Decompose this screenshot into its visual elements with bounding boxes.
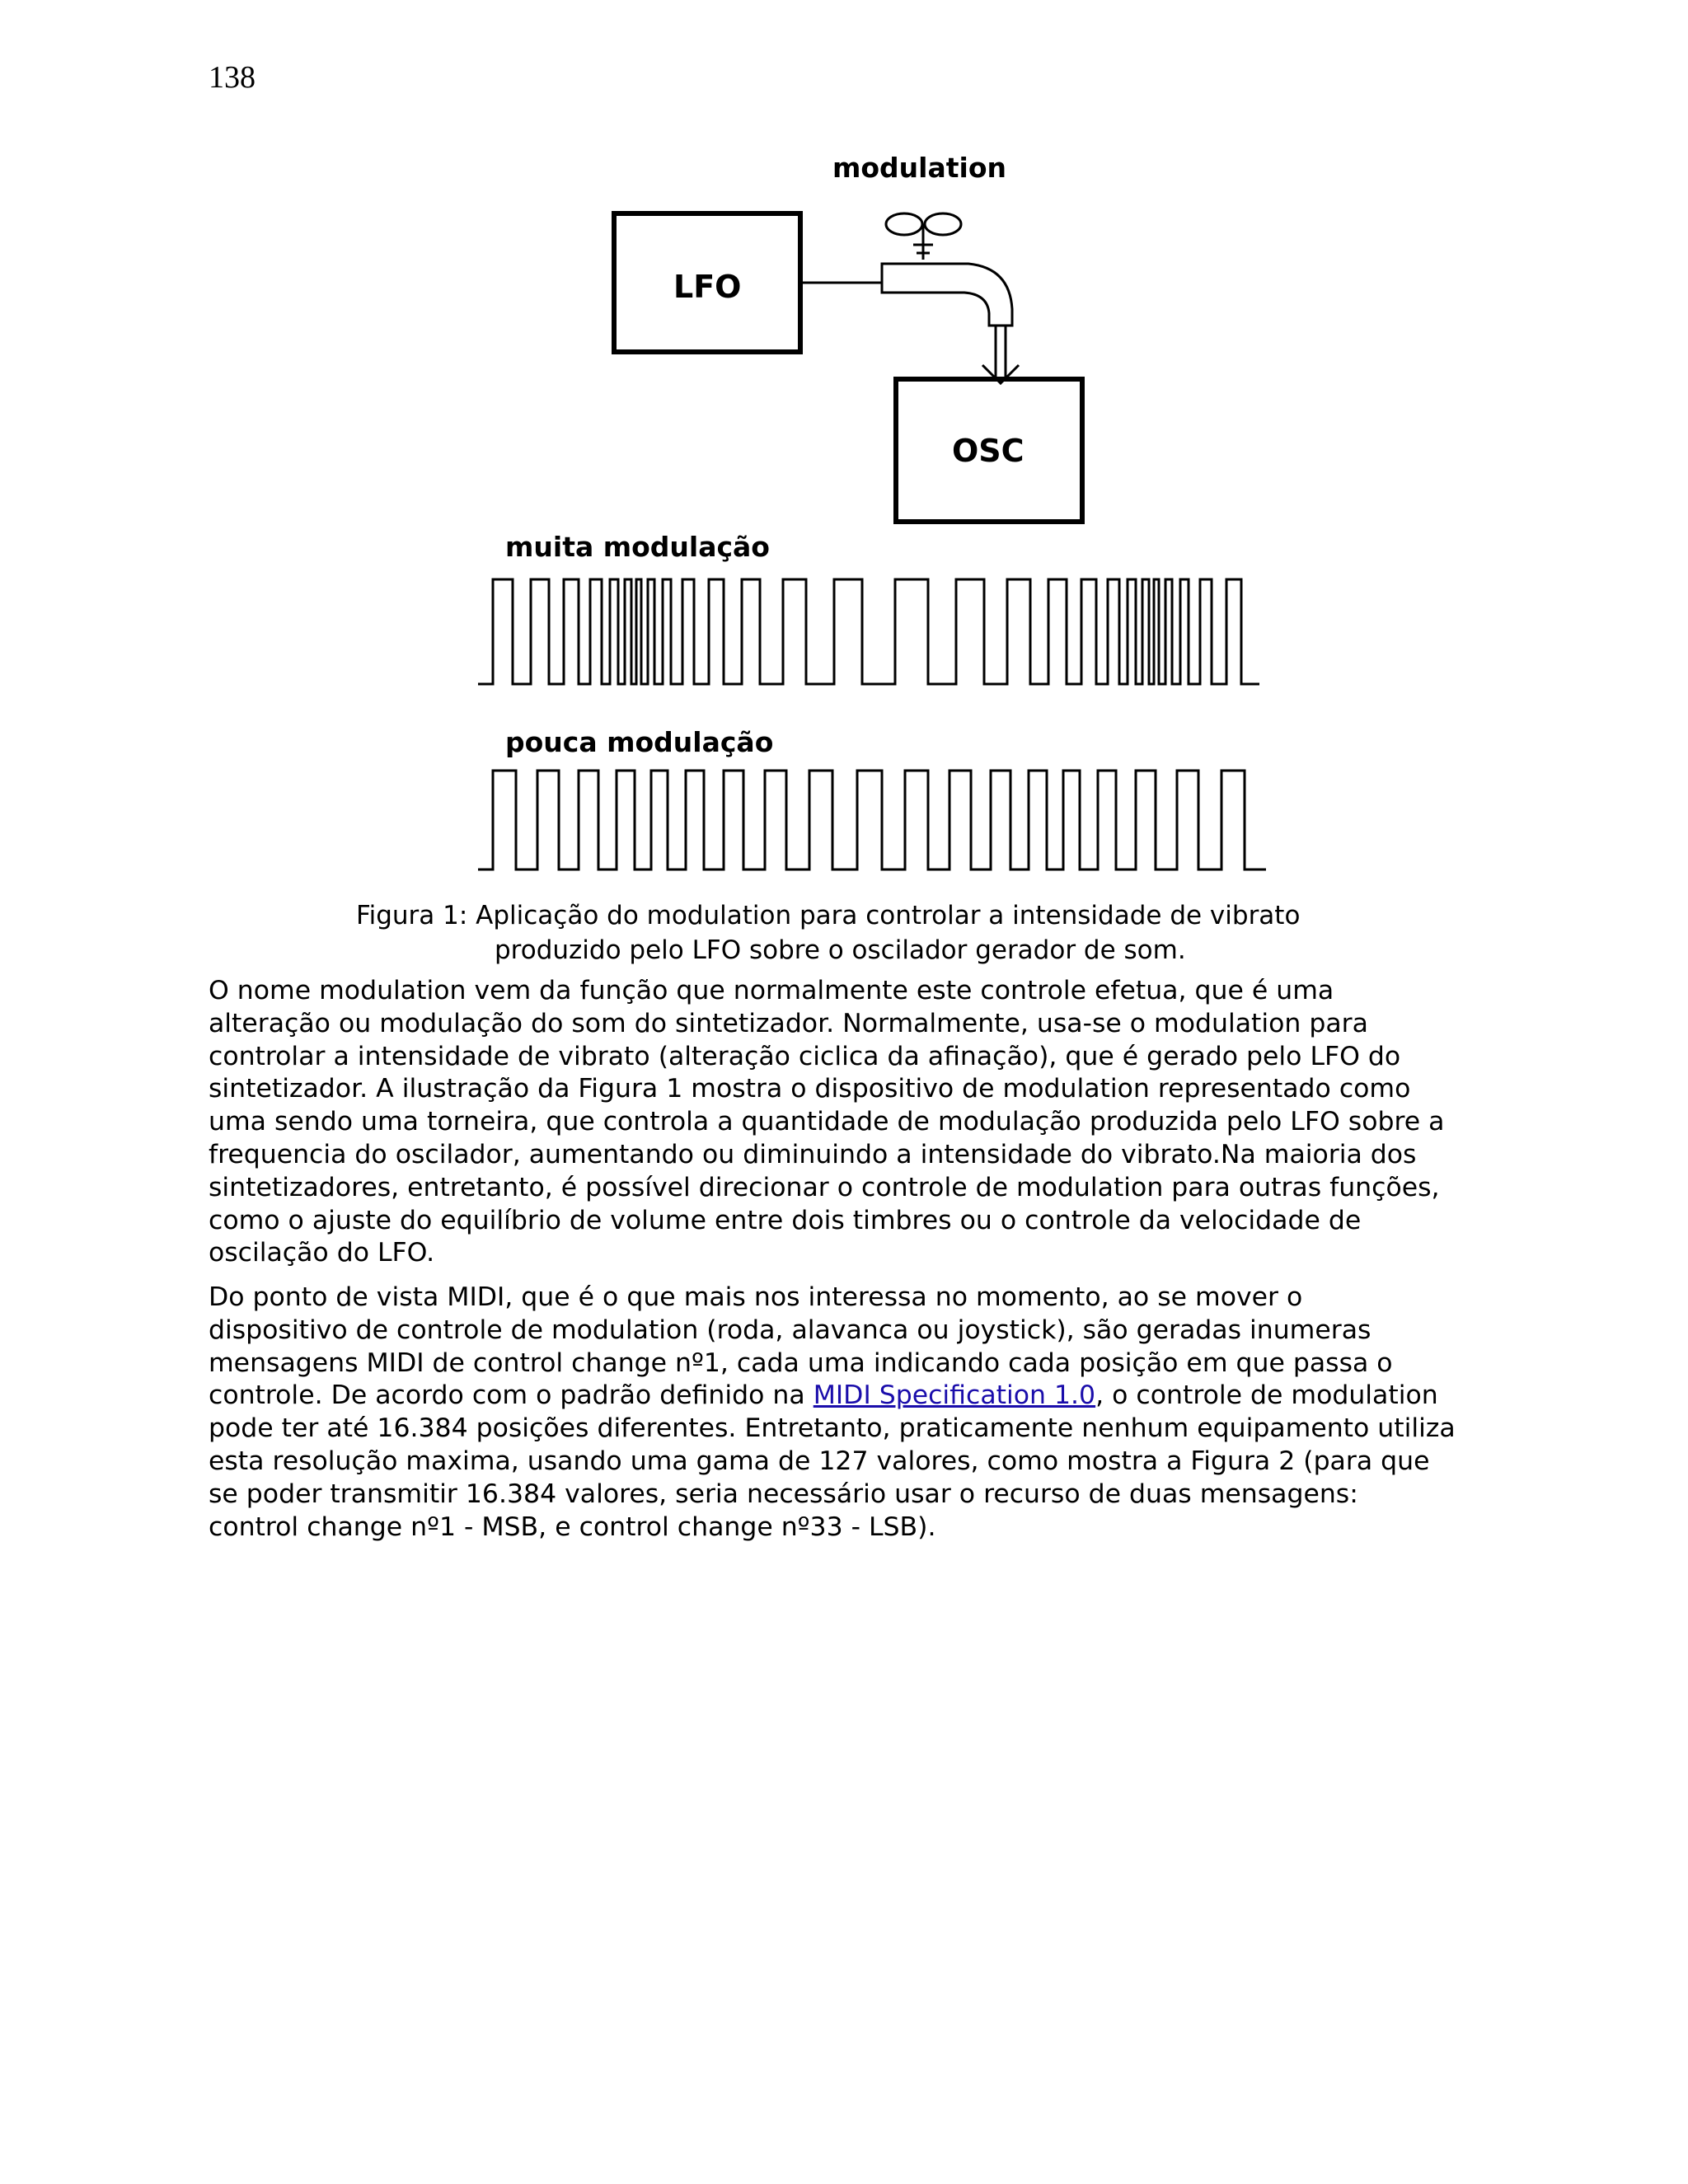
faucet-icon bbox=[882, 213, 1019, 383]
paragraph-line: controlar a intensidade de vibrato (alteração ciclica da afinação), que é gerado pelo LFO do bbox=[209, 1041, 1401, 1071]
low-modulation-label: pouca modulação bbox=[505, 726, 774, 758]
modulation-diagram-svg bbox=[462, 152, 1269, 894]
paragraph-line: esta resolução maxima, usando uma gama de 127 valores, como mostra a Figura 2 (para que bbox=[209, 1446, 1430, 1476]
low-modulation-waveform bbox=[478, 771, 1266, 869]
paragraph-line: se poder transmitir 16.384 valores, seria necessário usar o recurso de duas mensagens: bbox=[209, 1479, 1358, 1509]
paragraph-line bbox=[209, 1380, 1527, 1413]
high-modulation-waveform bbox=[478, 579, 1259, 684]
figure-modulation-diagram bbox=[462, 152, 1269, 894]
text-before-link: controle. De acordo com o padrão definido na bbox=[209, 1380, 814, 1411]
caption-line-1: Figura 1: Aplicação do modulation para controlar a intensidade de vibrato bbox=[356, 901, 1301, 930]
paragraph-line: frequencia do oscilador, aumentando ou diminuindo a intensidade do vibrato.Na maioria dos bbox=[209, 1139, 1417, 1169]
midi-specification-link[interactable]: MIDI Specification 1.0 bbox=[813, 1380, 1096, 1411]
paragraph-line: sintetizador. A ilustração da Figura 1 mostra o dispositivo de modulation representado como bbox=[209, 1074, 1411, 1104]
figure-caption bbox=[356, 898, 1428, 968]
paragraph-line: pode ter até 16.384 posições diferentes. Entretanto, praticamente nenhum equipamento utiliza bbox=[209, 1413, 1456, 1444]
page-number: 138 bbox=[209, 60, 256, 95]
paragraph-line: como o ajuste do equilíbrio de volume entre dois timbres ou o controle da velocidade de bbox=[209, 1205, 1362, 1235]
paragraph-midi-control-change bbox=[209, 1282, 1527, 1544]
modulation-label: modulation bbox=[832, 152, 1007, 184]
paragraph-modulation-intro bbox=[209, 975, 1527, 1270]
osc-label: OSC bbox=[952, 433, 1025, 469]
high-modulation-label: muita modulação bbox=[505, 531, 770, 563]
paragraph-line: O nome modulation vem da função que normalmente este controle efetua, que é uma bbox=[209, 976, 1334, 1005]
paragraph-line: alteração ou modulação do som do sintetizador. Normalmente, usa-se o modulation para bbox=[209, 1008, 1368, 1038]
text-after-link: , o controle de modulation bbox=[1095, 1380, 1438, 1411]
lfo-label: LFO bbox=[673, 269, 742, 305]
caption-line-2: produzido pelo LFO sobre o oscilador gerador de som. bbox=[495, 935, 1186, 965]
paragraph-line: oscilação do LFO. bbox=[209, 1238, 435, 1268]
paragraph-line: sintetizadores, entretanto, é possível direcionar o controle de modulation para outras funções, bbox=[209, 1172, 1440, 1202]
paragraph-line: mensagens MIDI de control change nº1, cada uma indicando cada posição em que passa o bbox=[209, 1347, 1393, 1378]
paragraph-line: dispositivo de controle de modulation (roda, alavanca ou joystick), são geradas inumeras bbox=[209, 1315, 1372, 1345]
paragraph-line: control change nº1 - MSB, e control change nº33 - LSB). bbox=[209, 1511, 936, 1542]
paragraph-line: Do ponto de vista MIDI, que é o que mais nos interessa no momento, ao se mover o bbox=[209, 1282, 1303, 1312]
paragraph-line: uma sendo uma torneira, que controla a quantidade de modulação produzida pelo LFO sobre a bbox=[209, 1107, 1445, 1137]
